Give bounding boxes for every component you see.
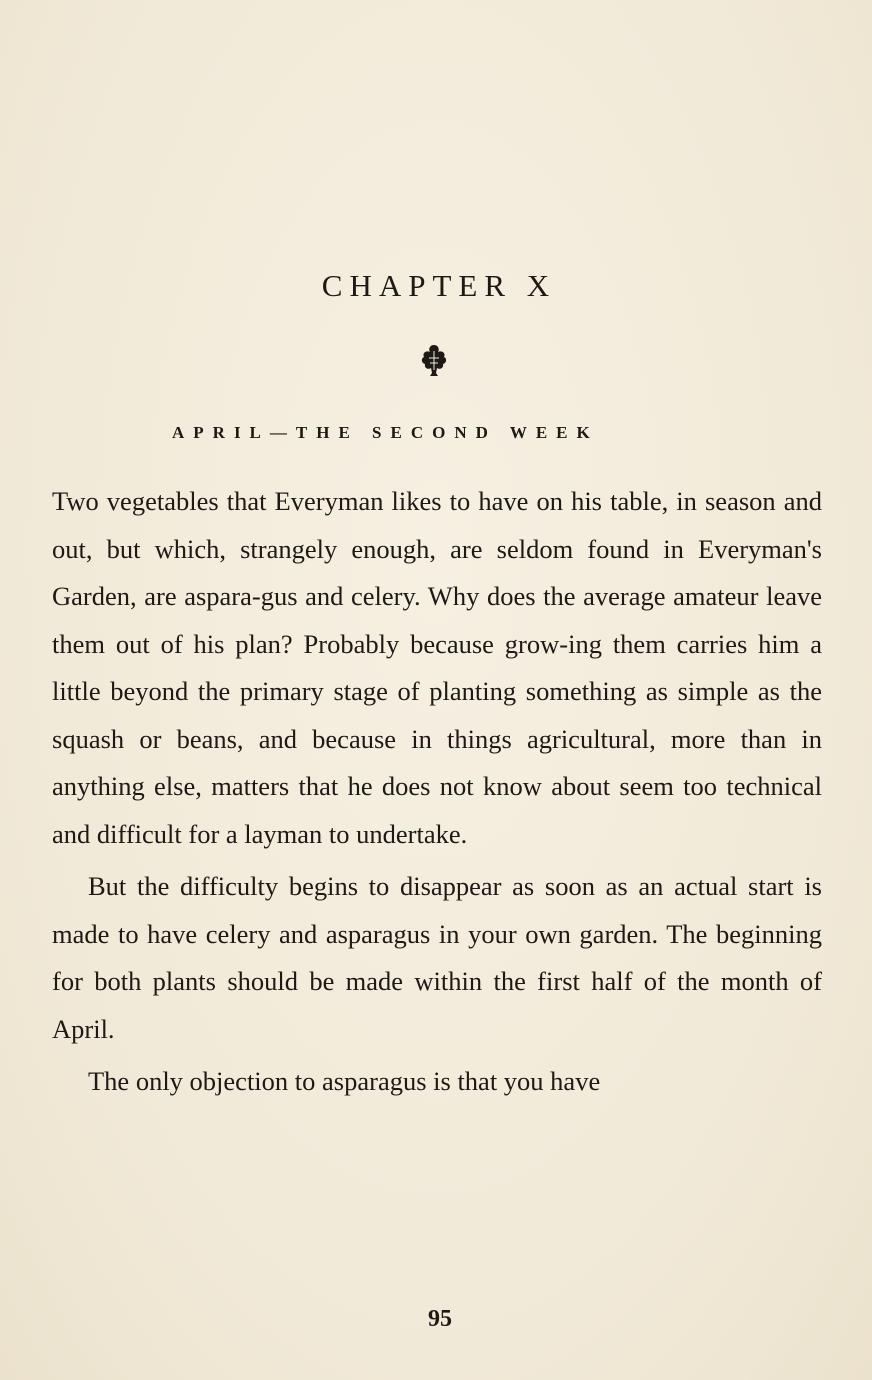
- section-heading: APRIL—THE SECOND WEEK: [172, 423, 599, 442]
- page-number: 95: [428, 1306, 452, 1332]
- paragraph: The only objection to asparagus is that you have: [88, 1066, 601, 1096]
- leaf-ornament-icon: [418, 342, 450, 378]
- chapter-heading: CHAPTER X: [321, 268, 557, 303]
- body-text: [52, 478, 822, 1106]
- paragraph: But the difficulty begins to disappear as soon as an actual start is made to have celery and asparagus in your own garden. The beginning for both plants should be made within the first half of the month of April.: [52, 871, 822, 1044]
- paragraph: Two vegetables that Everyman likes to have on his table, in season and out, but which, strangely enough, are seldom found in Everyman's Garden, are aspara-gus and celery. Why does the average amateur leave them out of his plan? Probably because grow-ing them carries him a little beyond the primary stage of planting something as simple as the squash or beans, and because in things agricultural, more than in anything else, matters that he does not know about seem too technical and difficult for a layman to undertake.: [52, 486, 822, 849]
